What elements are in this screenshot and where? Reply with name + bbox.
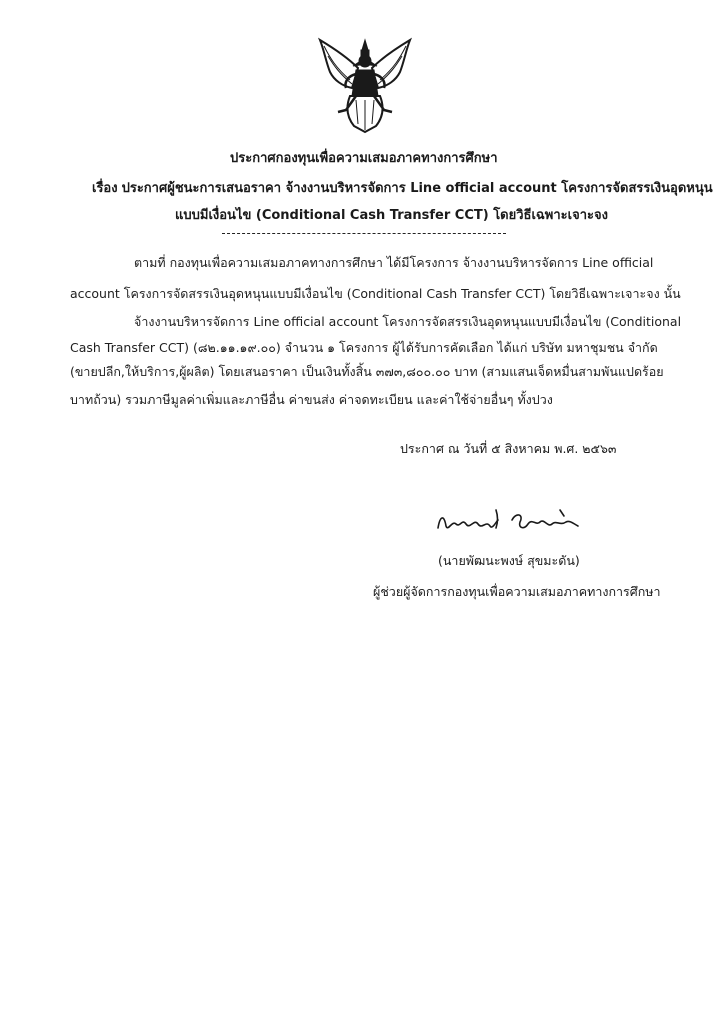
body-line-1: ตามที่ กองทุนเพื่อความเสมอภาคทางการศึกษา ได้มีโครงการ จ้างงานบริหารจัดการ Line official: [134, 255, 654, 270]
subject-text-1: ประกาศผู้ชนะการเสนอราคา จ้างงานบริหารจัดการ Line official account โครงการจัดสรรเงินอุดหนุน: [121, 181, 713, 196]
signer-name: (นายพัฒนะพงษ์ สุขมะดัน): [438, 553, 580, 568]
subject-label: เรื่อง: [92, 181, 118, 196]
handwritten-signature: [432, 502, 582, 542]
body-line-6: บาทถ้วน) รวมภาษีมูลค่าเพิ่มและภาษีอื่น ค่าขนส่ง ค่าจดทะเบียน และค่าใช้จ่ายอื่นๆ ทั้งปวง: [70, 392, 553, 407]
divider: [222, 233, 506, 234]
body-line-4: Cash Transfer CCT) (๘๒.๑๑.๑๙.๐๐) จำนวน ๑ โครงการ ผู้ได้รับการคัดเลือก ได้แก่ บริษัท มหาชุมชน จำกัด: [70, 340, 658, 355]
garuda-emblem-icon: [316, 36, 414, 136]
body-line-3: จ้างงานบริหารจัดการ Line official account โครงการจัดสรรเงินอุดหนุนแบบมีเงื่อนไข (Conditional: [134, 314, 682, 329]
announcement-date: ประกาศ ณ วันที่ ๕ สิงหาคม พ.ศ. ๒๕๖๓: [400, 441, 617, 456]
document-subject-line-1: [92, 180, 713, 198]
document-subject-line-2: แบบมีเงื่อนไข (Conditional Cash Transfer CCT) โดยวิธีเฉพาะเจาะจง: [175, 208, 608, 223]
body-line-5: (ขายปลีก,ให้บริการ,ผู้ผลิต) โดยเสนอราคา เป็นเงินทั้งสิ้น ๓๗๓,๘๐๐.๐๐ บาท (สามแสนเจ็ดหมื่นสามพันแปดร้อย: [70, 364, 664, 379]
body-line-2: account โครงการจัดสรรเงินอุดหนุนแบบมีเงื่อนไข (Conditional Cash Transfer CCT) โดยวิธีเฉพาะเจาะจง นั้น: [70, 286, 681, 301]
document-title: ประกาศกองทุนเพื่อความเสมอภาคทางการศึกษา: [230, 151, 498, 166]
signer-position: ผู้ช่วยผู้จัดการกองทุนเพื่อความเสมอภาคทางการศึกษา: [373, 584, 661, 599]
